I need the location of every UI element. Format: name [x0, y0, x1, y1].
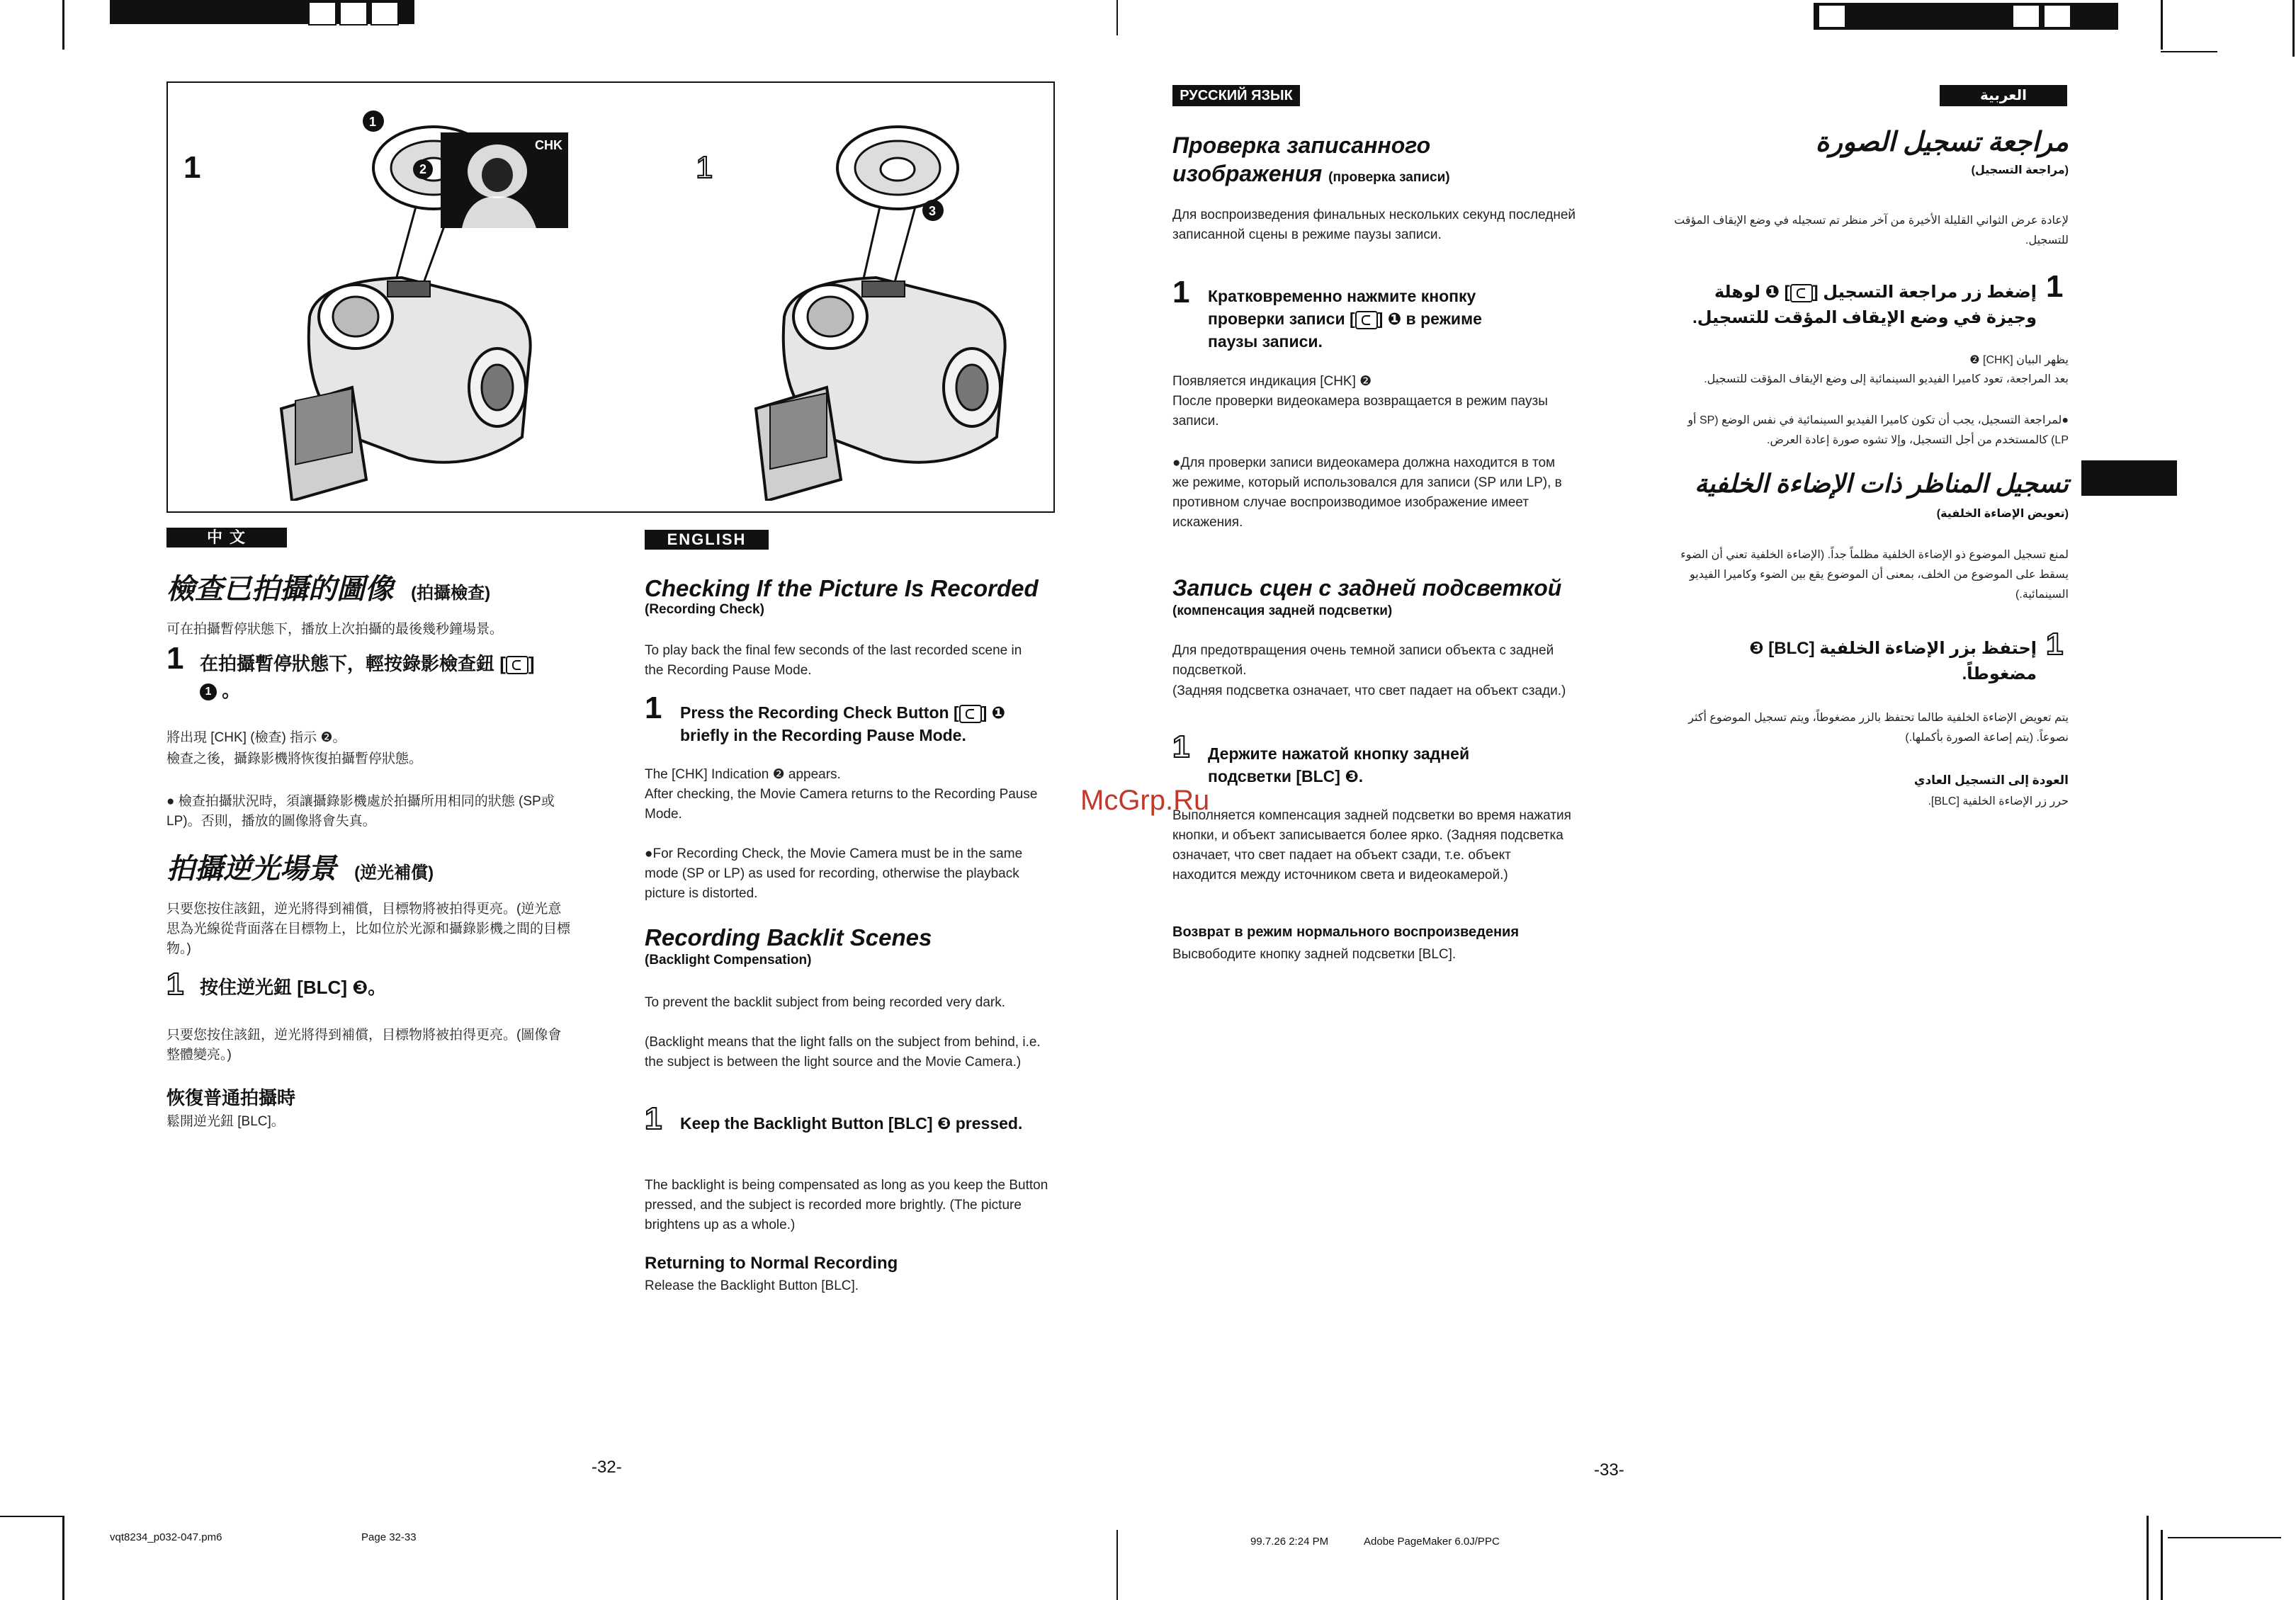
english-title-2: Recording Backlit Scenes — [645, 924, 932, 951]
crop-mark — [2161, 1530, 2163, 1600]
lang-label-arabic: العربية — [1940, 85, 2067, 106]
step-1-outline-label: 1 — [696, 150, 713, 185]
chk-indicator: CHK — [535, 138, 562, 152]
chinese-return-title: 恢復普通拍攝時 — [166, 1087, 296, 1108]
russian-step-2-b: подсветки [BLC] ❸. — [1208, 767, 1364, 785]
english-note-1b: After checking, the Movie Camera returns to the Recording Pause Mode. — [645, 787, 1038, 822]
chinese-title — [166, 567, 490, 607]
step-1-label: 1 — [183, 150, 201, 185]
english-title-2-sub: (Backlight Compensation) — [645, 953, 812, 968]
arabic-return-text: حرر زر الإضاءة الخلفية [BLC]. — [1928, 795, 2069, 807]
english-step-1-c: briefly in the Recording Pause Mode. — [680, 726, 966, 744]
arabic-title-sub: (مراجعة التسجيل) — [1971, 164, 2069, 176]
arabic-title-2: تسجيل المناظر ذات الإضاءة الخلفية — [1695, 469, 2069, 498]
english-step-2-number: 1 — [645, 1101, 662, 1136]
page-number-left: -32- — [592, 1458, 622, 1477]
arabic-step-1-b: ] ❶ لوهلة — [1714, 283, 1790, 302]
english-intro-2b: (Backlight means that the light falls on the subject from behind, i.e. the subject is between the light source and the Movie Camera.) — [645, 1035, 1041, 1069]
russian-title-2: Запись сцен с задней подсветкой — [1172, 575, 1562, 601]
chinese-return-text: 鬆開逆光鈕 [BLC]。 — [166, 1114, 285, 1129]
recording-check-icon — [506, 656, 528, 674]
russian-step-1-c: ] ❶ в режиме — [1377, 310, 1482, 328]
arabic-return-title: العودة إلى التسجيل العادي — [1913, 773, 2069, 787]
crop-mark — [2147, 1516, 2149, 1600]
russian-title-2-sub: (компенсация задней подсветки) — [1172, 603, 1393, 618]
chinese-bullet: ● 檢查拍攝狀況時，須讓攝錄影機處於拍攝所用相同的狀態 (SP或LP)。否則，播放的圖像將會失真。 — [166, 794, 555, 829]
russian-step-1-a: Кратковременно нажмите кнопку — [1208, 287, 1476, 305]
registration-squares — [308, 1, 402, 29]
camcorder-illustration-backlight — [720, 104, 1053, 501]
russian-intro-2a: Для предотвращения очень темной записи объекта с задней подсветкой. — [1172, 643, 1554, 678]
russian-title — [1172, 131, 1450, 192]
russian-title-b: изображения — [1172, 161, 1323, 186]
chinese-step-2-text: 按住逆光鈕 [BLC] ❸。 — [200, 977, 387, 998]
chinese-title-2-text: 拍攝逆光場景 — [166, 853, 337, 885]
arabic-bullet: ●لمراجعة التسجيل، يجب أن تكون كاميرا الفيديو السينمائية في نفس الوضع (SP أو LP) كالمستخدم من أجل التسجيل، وإلا تشوه صورة إعادة العرض. — [1687, 414, 2069, 446]
illustration-box — [166, 81, 1055, 513]
english-note-3: The backlight is being compensated as long as you keep the Button pressed, and the subject is recorded more brightly. (The picture brightens up as a whole.) — [645, 1178, 1048, 1232]
chinese-title-sub: (拍攝檢查) — [411, 584, 491, 603]
crop-mark — [0, 1516, 64, 1517]
russian-intro: Для воспроизведения финальных нескольких секунд последней записанной сцены в режиме паузы записи. — [1172, 208, 1576, 242]
svg-text:3: 3 — [929, 204, 937, 218]
arabic-intro-2: لمنع تسجيل الموضوع ذو الإضاءة الخلفية مظلماً جداً. (الإضاءة الخلفية تعني أن الضوء يسقط على الموضوع من الخلف، بمعنى أن الموضوع يقع بين الضوء وكاميرا الفيديو السينمائية.) — [1680, 549, 2069, 601]
arabic-step-2-b: مضغوطاً. — [1962, 664, 2037, 683]
registration-squares — [1818, 4, 1849, 32]
arabic-step-2-text — [1686, 636, 2037, 687]
russian-step-2-number: 1 — [1172, 730, 1190, 764]
english-bullet: ●For Recording Check, the Movie Camera must be in the same mode (SP or LP) as used for recording, otherwise the playback picture is distorted. — [645, 846, 1023, 901]
crop-mark — [62, 1516, 64, 1600]
crop-mark — [2161, 51, 2217, 52]
chinese-step-2-number: 1 — [166, 967, 184, 1002]
crop-mark — [2168, 1537, 2281, 1538]
russian-step-1-text — [1208, 285, 1576, 353]
russian-step-2-text — [1208, 742, 1576, 788]
lang-label-chinese: 中 文 — [166, 528, 287, 547]
english-intro: To play back the final few seconds of the last recorded scene in the Recording Pause Mode. — [645, 643, 1022, 678]
arabic-step-2-a: إحتفظ بزر الإضاءة الخلفية [BLC] ❸ — [1749, 639, 2037, 658]
chinese-title-2 — [166, 846, 434, 887]
russian-return-text: Высвободите кнопку задней подсветки [BLC]. — [1172, 947, 1457, 962]
english-title-sub: (Recording Check) — [645, 602, 764, 617]
header-bar-right — [1814, 3, 2118, 30]
footer-file: vqt8234_p032-047.pm6 — [110, 1531, 222, 1543]
svg-text:1: 1 — [369, 115, 377, 129]
crop-mark — [62, 0, 64, 50]
chinese-note-2: 檢查之後，攝錄影機將恢復拍攝暫停狀態。 — [166, 751, 423, 766]
english-return-title: Returning to Normal Recording — [645, 1254, 898, 1273]
english-intro-2a: To prevent the backlit subject from being recorded very dark. — [645, 995, 1006, 1010]
arabic-step-1-number: 1 — [2046, 269, 2064, 304]
arabic-note-1b: بعد المراجعة، تعود كاميرا الفيديو السينمائية إلى وضع الإيقاف المؤقت للتسجيل. — [1704, 373, 2069, 385]
recording-check-icon — [1355, 311, 1378, 329]
russian-step-1-number: 1 — [1172, 275, 1190, 310]
arabic-step-1-c: وجيزة في وضع الإيقاف المؤقت للتسجيل. — [1692, 308, 2037, 327]
crop-mark — [1116, 1530, 1118, 1600]
watermark: McGrp.Ru — [1080, 785, 1210, 816]
arabic-title-2-sub: (تعويض الإضاءة الخلفية) — [1936, 508, 2069, 520]
chinese-step-1-text: 在拍攝暫停狀態下，輕按錄影檢查鈕 [ ] 1 。 — [200, 653, 535, 701]
crop-mark — [2292, 0, 2295, 57]
chinese-note-3: 只要您按住該鈕，逆光將得到補償，目標物將被拍得更亮。(圖像會整體變亮。) — [166, 1028, 562, 1062]
english-note-1a: The [CHK] Indication ❷ appears. — [645, 767, 841, 782]
arabic-intro: لإعادة عرض الثواني القليلة الأخيرة من آخر منظر تم تسجيله في وضع الإيقاف المؤقت للتسجيل. — [1674, 215, 2069, 246]
footer-date: 99.7.26 2:24 PM — [1250, 1536, 1329, 1548]
english-step-1-text — [680, 701, 1048, 747]
recording-check-icon — [959, 705, 982, 723]
chinese-title-text: 檢查已拍攝的圖像 — [166, 574, 393, 605]
russian-bullet: ●Для проверки записи видеокамера должна находится в том же режиме, который использовался для записи (SP или LP), в противном случае воспроизводимое изображение имеет искажения. — [1172, 455, 1562, 530]
russian-note-3: Выполняется компенсация задней подсветки во время нажатия кнопки, и объект записывается более ярко. (Задняя подсветка означает, что свет падает на объект сзади, т.е. объект находится между источником света и видеокамерой.) — [1172, 808, 1571, 883]
marker-1-icon: 1 — [200, 683, 217, 700]
english-return-text: Release the Backlight Button [BLC]. — [645, 1278, 859, 1293]
english-step-1-b: ] ❶ — [981, 703, 1006, 722]
arabic-step-1-a: إضغط زر مراجعة التسجيل [ — [1812, 283, 2037, 302]
footer-page: Page 32-33 — [361, 1531, 417, 1543]
subject-silhouette — [441, 132, 568, 228]
lang-label-english: ENGLISH — [645, 530, 769, 550]
lang-label-russian: РУССКИЙ ЯЗЫК — [1172, 85, 1300, 106]
arabic-step-1-text — [1672, 280, 2037, 331]
english-step-2-text: Keep the Backlight Button [BLC] ❸ pressed. — [680, 1114, 1023, 1133]
chinese-step-1-number: 1 — [166, 641, 184, 676]
chinese-intro: 可在拍攝暫停狀態下，播放上次拍攝的最後幾秒鐘場景。 — [166, 622, 504, 637]
chinese-title-2-sub: (逆光補償) — [354, 863, 434, 883]
russian-step-2-a: Держите нажатой кнопку задней — [1208, 744, 1470, 763]
russian-title-a: Проверка записанного — [1172, 132, 1431, 158]
arabic-section-tab — [2081, 460, 2177, 496]
crop-mark — [2161, 0, 2163, 50]
russian-note-1a: Появляется индикация [CHK] ❷ — [1172, 374, 1372, 389]
chinese-note-1: 將出現 [CHK] (檢查) 指示 ❷。 — [166, 730, 346, 745]
chinese-intro-2: 只要您按住該鈕，逆光將得到補償，目標物將被拍得更亮。(逆光意思為光線從背面落在目標物上，比如位於光源和攝錄影機之間的目標物。) — [166, 902, 571, 956]
russian-title-sub: (проверка записи) — [1328, 170, 1450, 185]
chinese-step-1-b: ] — [528, 653, 535, 674]
english-step-1-number: 1 — [645, 691, 662, 725]
russian-return-title: Возврат в режим нормального воспроизведения — [1172, 924, 1519, 940]
russian-step-1-d: паузы записи. — [1208, 332, 1323, 351]
english-step-1-a: Press the Recording Check Button [ — [680, 703, 959, 722]
marker-2: 2 — [413, 159, 433, 179]
arabic-note-1a: يظهر البيان [CHK] ❷ — [1969, 354, 2069, 366]
arabic-title: مراجعة تسجيل الصورة — [1815, 127, 2069, 157]
arabic-step-2-number: 1 — [2046, 627, 2064, 662]
header-bar-left — [110, 0, 414, 24]
registration-squares — [2012, 4, 2074, 32]
arabic-note-3: يتم تعويض الإضاءة الخلفية طالما تحتفظ بالزر مضغوطاً، ويتم تسجيل الموضوع أكثر نصوعاً. (يتم إصاعة الصورة بأكملها.) — [1688, 712, 2069, 744]
footer-app: Adobe PageMaker 6.0J/PPC — [1364, 1536, 1500, 1548]
english-title: Checking If the Picture Is Recorded — [645, 575, 1039, 601]
russian-step-1-b: проверки записи [ — [1208, 310, 1355, 328]
page-number-right: -33- — [1594, 1460, 1624, 1480]
chinese-step-1-a: 在拍攝暫停狀態下，輕按錄影檢查鈕 [ — [200, 653, 506, 674]
russian-note-1b: После проверки видеокамера возвращается в режим паузы записи. — [1172, 394, 1548, 429]
crop-mark — [1116, 0, 1118, 35]
recording-check-icon — [1790, 284, 1813, 302]
chk-screen — [441, 132, 568, 228]
russian-intro-2b: (Задняя подсветка означает, что свет падает на объект сзади.) — [1172, 683, 1566, 698]
